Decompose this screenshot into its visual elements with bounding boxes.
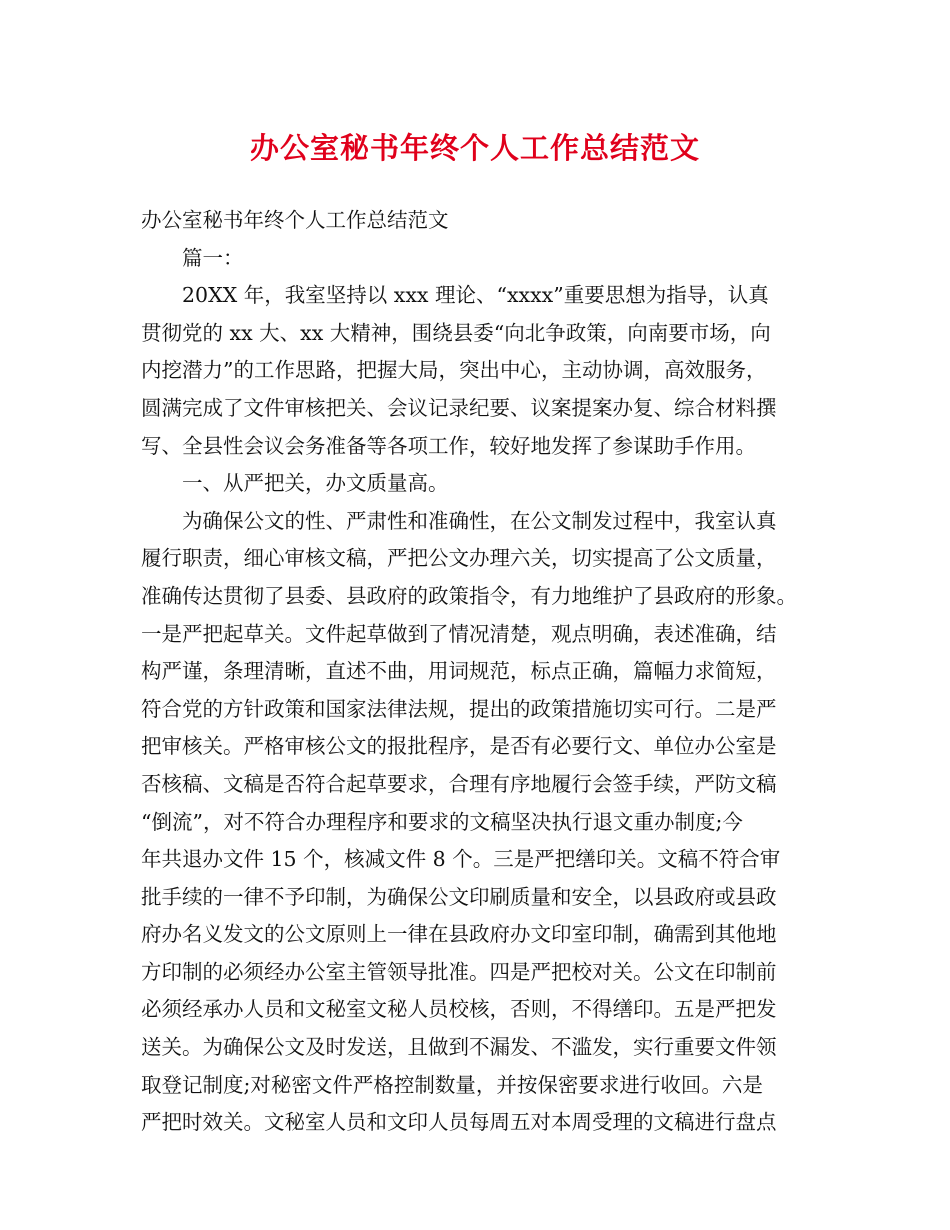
- body-line: 一是严把起草关。文件起草做到了情况清楚，观点明确，表述准确，结: [141, 621, 777, 646]
- body-line: 构严谨，条理清晰，直述不曲，用词规范，标点正确，篇幅力求简短，: [141, 659, 777, 684]
- body-line: 送关。为确保公文及时发送，且做到不漏发、不滥发，实行重要文件领: [141, 1035, 777, 1060]
- body-line-heading: 一、从严把关，办文质量高。: [182, 471, 449, 496]
- body-line: 内挖潜力”的工作思路，把握大局，突出中心，主动协调，高效服务，: [141, 358, 767, 383]
- body-line: 必须经承办人员和文秘室文秘人员校核，否则，不得缮印。五是严把发: [141, 997, 777, 1022]
- body-line: 严把时效关。文秘室人员和文印人员每周五对本周受理的文稿进行盘点: [141, 1110, 777, 1135]
- body-line: 府办名义发文的公文原则上一律在县政府办文印室印制，确需到其他地: [141, 922, 777, 947]
- body-line: 写、全县性会议会务准备等各项工作，较好地发挥了参谋助手作用。: [141, 433, 756, 458]
- document-body: [141, 202, 826, 1142]
- body-line: 履行职责，细心审核文稿，严把公文办理六关，切实提高了公文质量，: [141, 546, 777, 571]
- body-line: 准确传达贯彻了县委、县政府的政策指令，有力地维护了县政府的形象。: [141, 583, 797, 608]
- body-line: 贯彻党的 xx 大、xx 大精神，围绕县委“向北争政策，向南要市场，向: [141, 320, 771, 345]
- body-line-section-label: 篇一：: [182, 245, 244, 270]
- body-line: 否核稿、文稿是否符合起草要求，合理有序地履行会签手续，严防文稿: [141, 771, 777, 796]
- body-line: 年共退办文件 15 个，核减文件 8 个。三是严把缮印关。文稿不符合审: [141, 847, 781, 872]
- body-line: 符合党的方针政策和国家法律法规，提出的政策措施切实可行。二是严: [141, 696, 777, 721]
- body-line: 取登记制度;对秘密文件严格控制数量，并按保密要求进行收回。六是: [141, 1072, 763, 1097]
- body-line: 方印制的必须经办公室主管领导批准。四是严把校对关。公文在印制前: [141, 959, 777, 984]
- body-line: 圆满完成了文件审核把关、会议记录纪要、议案提案办复、综合材料撰: [141, 395, 777, 420]
- body-line: 批手续的一律不予印制，为确保公文印刷质量和安全，以县政府或县政: [141, 884, 777, 909]
- body-line: 20XX 年，我室坚持以 xxx 理论、“xxxx”重要思想为指导，认真: [182, 283, 769, 308]
- document-title: 办公室秘书年终个人工作总结范文: [249, 131, 700, 165]
- body-line: “倒流”，对不符合办理程序和要求的文稿坚决执行退文重办制度;今: [141, 809, 743, 834]
- body-line-subtitle: 办公室秘书年终个人工作总结范文: [141, 208, 449, 232]
- body-line: 为确保公文的性、严肃性和准确性，在公文制发过程中，我室认真: [182, 508, 777, 533]
- body-line: 把审核关。严格审核公文的报批程序，是否有必要行文、单位办公室是: [141, 734, 777, 759]
